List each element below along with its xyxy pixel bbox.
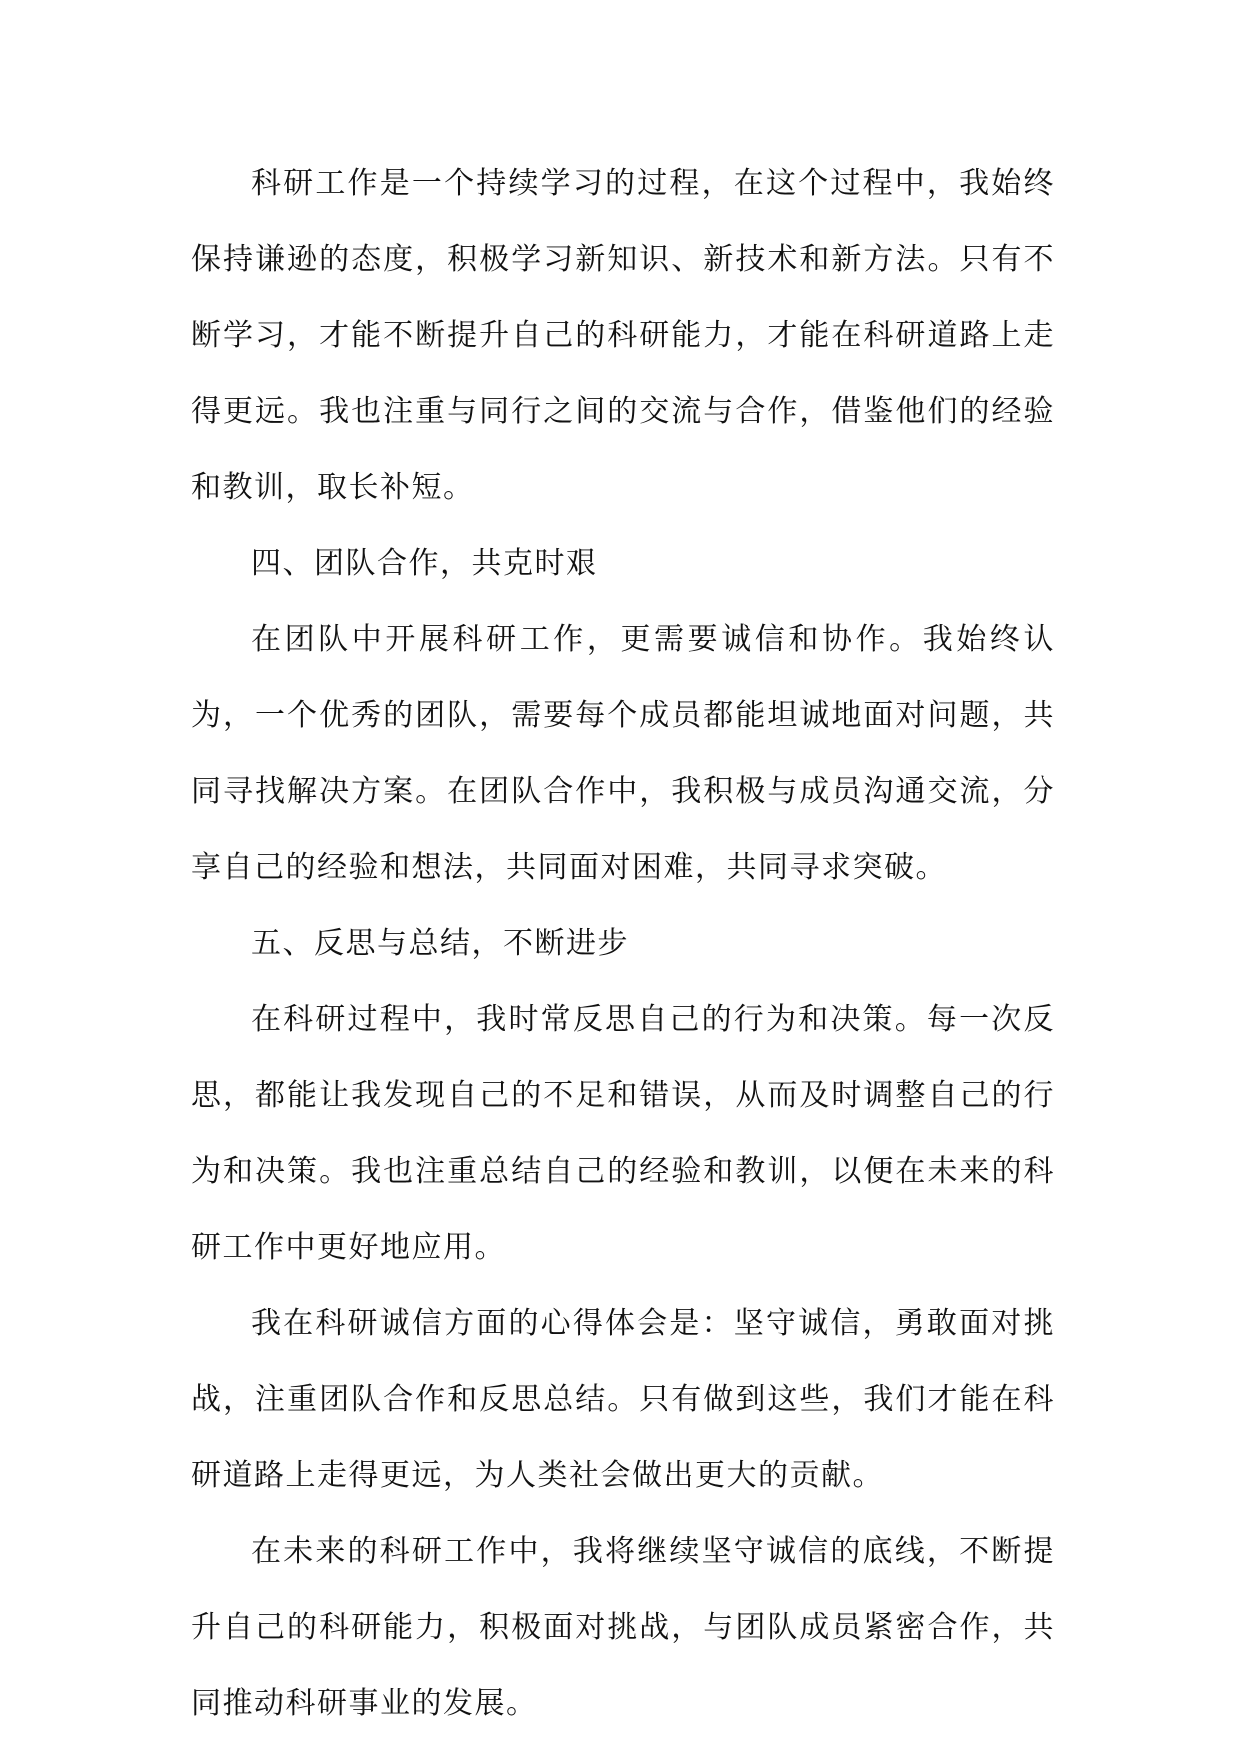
- paragraph-summary: 我在科研诚信方面的心得体会是：坚守诚信，勇敢面对挑战，注重团队合作和反思总结。只有做到这些，我们才能在科研道路上走得更远，为人类社会做出更大的贡献。: [191, 1306, 1055, 1493]
- section-heading-reflection: 五、反思与总结，不断进步: [251, 926, 629, 961]
- section-heading-teamwork: 四、团队合作，共克时艰: [251, 546, 598, 581]
- document-body: [191, 146, 1055, 1742]
- paragraph-teamwork: 在团队中开展科研工作，更需要诚信和协作。我始终认为，一个优秀的团队，需要每个成员都能坦诚地面对问题，共同寻找解决方案。在团队合作中，我积极与成员沟通交流，分享自己的经验和想法，共同面对困难，共同寻求突破。: [191, 622, 1055, 885]
- paragraph-future: 在未来的科研工作中，我将继续坚守诚信的底线，不断提升自己的科研能力，积极面对挑战，与团队成员紧密合作，共同推动科研事业的发展。: [191, 1534, 1055, 1721]
- paragraph-continuous-learning: 科研工作是一个持续学习的过程，在这个过程中，我始终保持谦逊的态度，积极学习新知识、新技术和新方法。只有不断学习，才能不断提升自己的科研能力，才能在科研道路上走得更远。我也注重与同行之间的交流与合作，借鉴他们的经验和教训，取长补短。: [191, 166, 1055, 505]
- paragraph-reflection: 在科研过程中，我时常反思自己的行为和决策。每一次反思，都能让我发现自己的不足和错误，从而及时调整自己的行为和决策。我也注重总结自己的经验和教训，以便在未来的科研工作中更好地应用。: [191, 1002, 1055, 1265]
